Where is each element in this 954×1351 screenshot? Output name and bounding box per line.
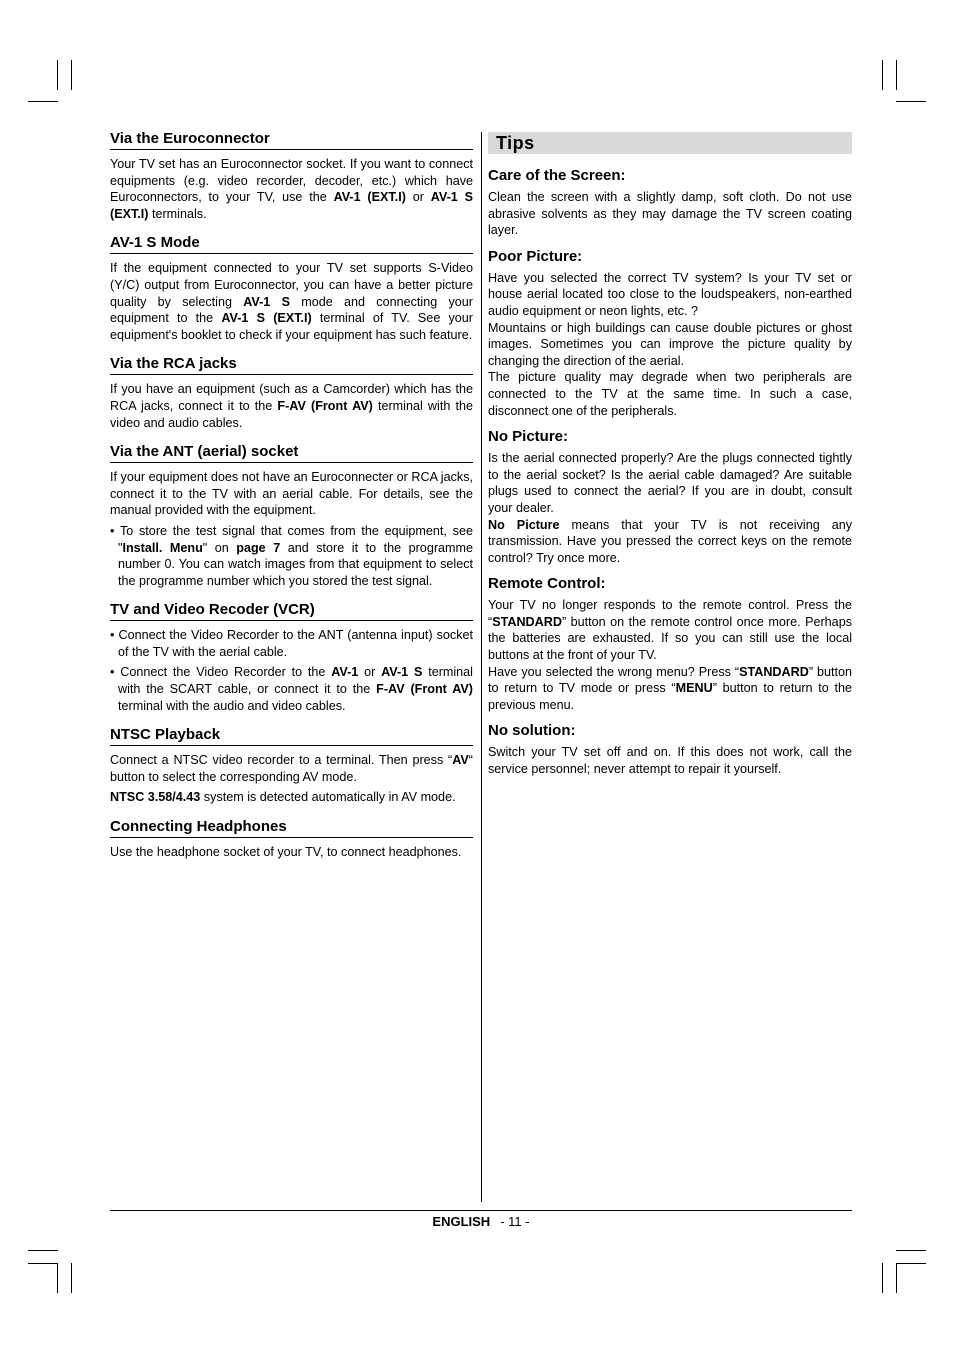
tip-no-picture (488, 428, 852, 566)
page-number: - 11 - (500, 1214, 530, 1229)
paragraph: NTSC 3.58/4.43 system is detected automatically in AV mode. (110, 790, 456, 805)
left-column (110, 130, 473, 873)
crop-mark (882, 60, 883, 90)
section-heading: Via the Euroconnector (110, 130, 473, 150)
paragraph: Connect a NTSC video recorder to a terminal. Then press “AV“ button to select the corresponding AV mode. (110, 753, 473, 784)
crop-mark (896, 101, 926, 102)
paragraph: If you have an equipment (such as a Camcorder) which has the RCA jacks, connect it to the F-AV (Front AV) terminal with the video and audio cables. (110, 382, 473, 430)
crop-mark (28, 101, 58, 102)
paragraph: Have you selected the wrong menu? Press “STANDARD” button to return to TV mode or press “MENU” button to return to the previous menu. (488, 664, 852, 712)
section-rca-jacks (110, 355, 473, 431)
bullet-list (110, 523, 473, 589)
crop-mark (896, 1250, 926, 1251)
list-item: • Connect the Video Recorder to the AV-1 or AV-1 S terminal with the SCART cable, or connect it to the F-AV (Front AV) terminal with the audio and video cables. (110, 664, 473, 714)
section-av1s-mode (110, 234, 473, 343)
crop-mark (882, 1263, 883, 1293)
tip-no-solution (488, 722, 852, 777)
tip-poor-picture (488, 248, 852, 419)
section-ntsc-playback (110, 726, 473, 806)
crop-mark (57, 1263, 58, 1293)
section-heading: AV-1 S Mode (110, 234, 473, 254)
crop-mark (28, 1263, 58, 1264)
crop-mark (71, 60, 72, 90)
bullet-list (110, 627, 473, 714)
tips-title: Tips (488, 132, 852, 154)
crop-mark (896, 1263, 926, 1264)
paragraph: The picture quality may degrade when two peripherals are connected to the TV at the same time. In such a case, disconnect one of the peripherals. (488, 370, 852, 418)
crop-mark (28, 1250, 58, 1251)
paragraph: Your TV no longer responds to the remote control. Press the “STANDARD” button on the remote control once more. Perhaps the batteries are exhausted. If so you can still use the local buttons at the front of your TV. (488, 598, 852, 663)
footer-rule (110, 1210, 852, 1211)
section-headphones (110, 818, 473, 861)
crop-mark (896, 60, 897, 90)
paragraph: Is the aerial connected properly? Are the plugs connected tightly to the aerial socket? Is the aerial cable damaged? Are suitable plugs used to connect the aerial? If you are in doubt, consult your dealer. (488, 451, 852, 515)
section-tv-vcr (110, 601, 473, 714)
section-euroconnector (110, 130, 473, 222)
paragraph: Have you selected the correct TV system? Is your TV set or house aerial located too close to the loudspeakers, non-earthed audio equipment or neon lights, etc. ? (488, 270, 852, 318)
paragraph: Mountains or high buildings can cause double pictures or ghost images. Sometimes you can improve the picture quality by changing the direction of the aerial. (488, 320, 852, 368)
tip-heading: No Picture: (488, 428, 569, 446)
list-item: • To store the test signal that comes from the equipment, see "Install. Menu" on page 7 and store it to the programme number 0. You can watch images from that equipment to select the programme number which you stored the test signal. (110, 523, 473, 589)
tip-remote-control (488, 575, 852, 713)
section-heading: Connecting Headphones (110, 818, 473, 838)
right-column (488, 132, 852, 787)
paragraph: Your TV set has an Euroconnector socket. If you want to connect equipments (e.g. video recorder, decoder, etc.) which have Euroconnectors, to your TV, use the AV-1 (EXT.I) or AV-1 S (EXT.I) terminals. (110, 157, 474, 221)
paragraph: If the equipment connected to your TV set supports S-Video (Y/C) output from Euroconnector, you can have a better picture quality by selecting AV-1 S mode and connecting your equipment to the AV-1 S (EXT.I) terminal of TV. See your equipment's booklet to check if your equipment has such feature. (110, 261, 473, 342)
paragraph: Use the headphone socket of your TV, to connect headphones. (110, 845, 462, 860)
paragraph: No Picture means that your TV is not receiving any transmission. Have you pressed the correct keys on the remote control? Try once more. (488, 517, 853, 565)
column-divider (481, 132, 482, 1202)
section-heading: Via the ANT (aerial) socket (110, 443, 473, 463)
paragraph: If your equipment does not have an Euroconnecter or RCA jacks, connect it to the TV with an aerial cable. For details, see the manual provided with the equipment. (110, 470, 473, 518)
paragraph: Clean the screen with a slightly damp, soft cloth. Do not use abrasive solvents as they may damage the TV screen coating layer. (488, 190, 852, 238)
section-heading: Via the RCA jacks (110, 355, 473, 375)
tip-heading: Poor Picture: (488, 247, 583, 265)
crop-mark (57, 60, 58, 90)
section-heading: NTSC Playback (110, 726, 473, 746)
section-heading: TV and Video Recoder (VCR) (110, 601, 473, 621)
page-footer (110, 1214, 852, 1229)
tip-heading: Remote Control: (488, 575, 606, 593)
tip-care-of-screen (488, 167, 852, 239)
tip-heading: Care of the Screen: (488, 167, 626, 184)
crop-mark (896, 1263, 897, 1293)
crop-mark (71, 1263, 72, 1293)
list-item: • Connect the Video Recorder to the ANT (antenna input) socket of the TV with the aerial cable. (110, 627, 473, 660)
paragraph: Switch your TV set off and on. If this does not work, call the service personnel; never attempt to repair it yourself. (488, 745, 852, 777)
footer-language: ENGLISH (432, 1214, 491, 1229)
tip-heading: No solution: (488, 722, 576, 740)
section-ant-socket (110, 443, 473, 589)
